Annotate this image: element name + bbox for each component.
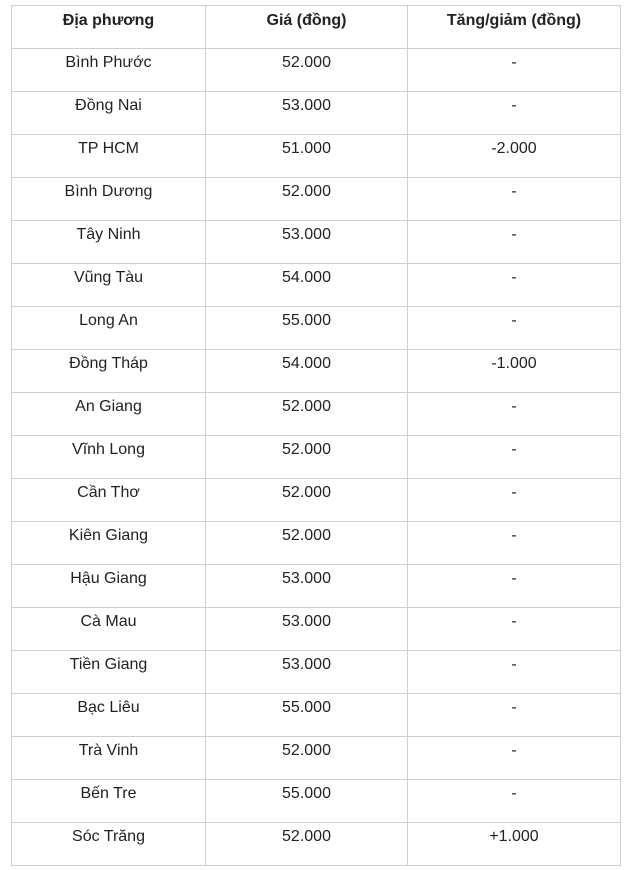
change-cell: -1.000 (408, 350, 621, 393)
table-row (12, 350, 621, 393)
table-row (12, 436, 621, 479)
region-cell: Vũng Tàu (12, 264, 206, 307)
region-cell: Tiền Giang (12, 651, 206, 694)
change-cell: - (408, 307, 621, 350)
table-row (12, 49, 621, 92)
price-cell: 55.000 (206, 694, 408, 737)
price-table (11, 5, 621, 866)
region-cell: Long An (12, 307, 206, 350)
table-row (12, 780, 621, 823)
price-cell: 55.000 (206, 307, 408, 350)
header-row (12, 6, 621, 49)
table-row (12, 307, 621, 350)
table-row (12, 565, 621, 608)
price-cell: 52.000 (206, 178, 408, 221)
price-cell: 52.000 (206, 393, 408, 436)
change-cell: - (408, 436, 621, 479)
table-row (12, 823, 621, 866)
region-cell: Bình Dương (12, 178, 206, 221)
change-cell: - (408, 565, 621, 608)
price-table-container (11, 5, 620, 866)
change-cell: - (408, 178, 621, 221)
table-header (12, 6, 621, 49)
region-cell: Bến Tre (12, 780, 206, 823)
table-row (12, 651, 621, 694)
price-cell: 52.000 (206, 522, 408, 565)
table-row (12, 135, 621, 178)
region-cell: Đồng Nai (12, 92, 206, 135)
price-cell: 52.000 (206, 49, 408, 92)
region-cell: Cà Mau (12, 608, 206, 651)
change-cell: - (408, 393, 621, 436)
region-cell: Bình Phước (12, 49, 206, 92)
table-row (12, 264, 621, 307)
price-cell: 52.000 (206, 823, 408, 866)
table-row (12, 393, 621, 436)
table-row (12, 178, 621, 221)
region-cell: Hậu Giang (12, 565, 206, 608)
change-cell: +1.000 (408, 823, 621, 866)
header-price: Giá (đồng) (206, 6, 408, 49)
region-cell: Vĩnh Long (12, 436, 206, 479)
change-cell: - (408, 49, 621, 92)
region-cell: Cần Thơ (12, 479, 206, 522)
region-cell: Sóc Trăng (12, 823, 206, 866)
region-cell: Đồng Tháp (12, 350, 206, 393)
region-cell: An Giang (12, 393, 206, 436)
table-row (12, 92, 621, 135)
change-cell: - (408, 522, 621, 565)
table-row (12, 737, 621, 780)
change-cell: - (408, 651, 621, 694)
price-cell: 52.000 (206, 737, 408, 780)
price-cell: 53.000 (206, 221, 408, 264)
price-cell: 52.000 (206, 479, 408, 522)
change-cell: - (408, 780, 621, 823)
table-row (12, 522, 621, 565)
price-cell: 54.000 (206, 264, 408, 307)
change-cell: - (408, 737, 621, 780)
price-cell: 52.000 (206, 436, 408, 479)
change-cell: - (408, 221, 621, 264)
header-change: Tăng/giảm (đồng) (408, 6, 621, 49)
change-cell: -2.000 (408, 135, 621, 178)
price-cell: 53.000 (206, 608, 408, 651)
change-cell: - (408, 479, 621, 522)
price-cell: 53.000 (206, 565, 408, 608)
region-cell: TP HCM (12, 135, 206, 178)
region-cell: Bạc Liêu (12, 694, 206, 737)
region-cell: Tây Ninh (12, 221, 206, 264)
change-cell: - (408, 694, 621, 737)
table-row (12, 694, 621, 737)
change-cell: - (408, 92, 621, 135)
table-row (12, 608, 621, 651)
header-region: Địa phương (12, 6, 206, 49)
price-cell: 54.000 (206, 350, 408, 393)
region-cell: Trà Vinh (12, 737, 206, 780)
table-body (12, 49, 621, 866)
change-cell: - (408, 608, 621, 651)
price-cell: 51.000 (206, 135, 408, 178)
change-cell: - (408, 264, 621, 307)
region-cell: Kiên Giang (12, 522, 206, 565)
table-row (12, 221, 621, 264)
table-row (12, 479, 621, 522)
price-cell: 53.000 (206, 92, 408, 135)
price-cell: 53.000 (206, 651, 408, 694)
price-cell: 55.000 (206, 780, 408, 823)
